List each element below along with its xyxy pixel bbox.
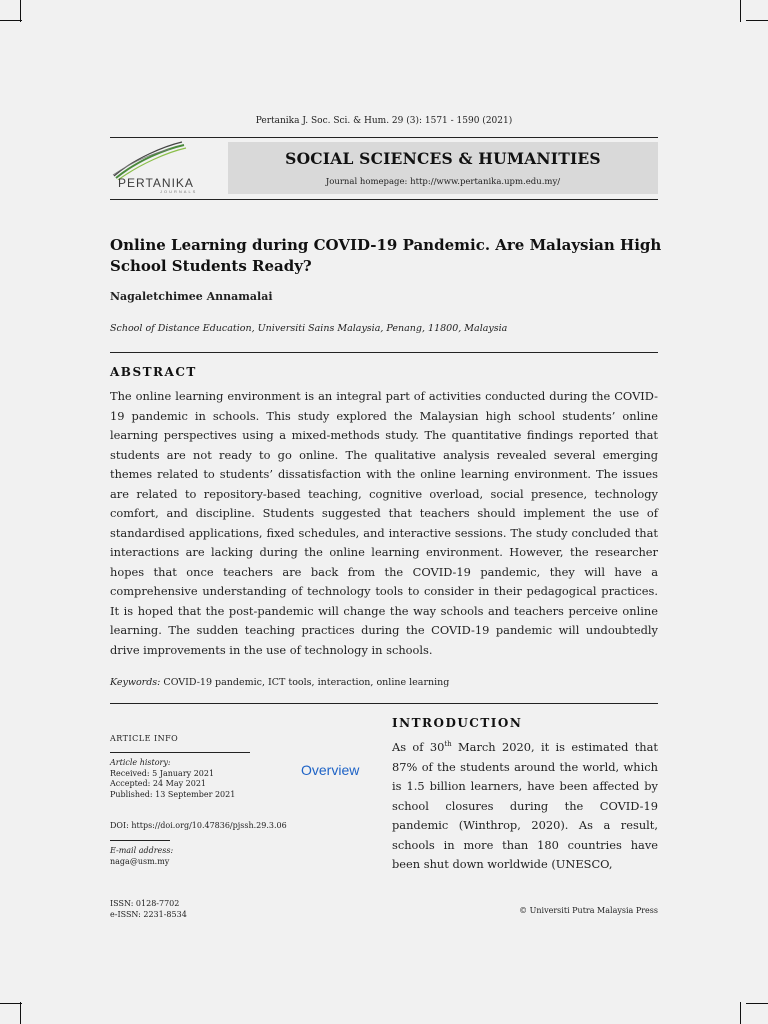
eissn: e-ISSN: 2231-8534: [110, 910, 187, 919]
abstract-text: The online learning environment is an integral part of activities conducted during the COVID-19 pandemic in schools. This study explored the Malaysian high school students’ online learning perspectives using a mixed-methods study. The quantitative findings reported that students are not ready to go online. The qualitative analysis revealed several emerging themes related to students’ dissatisfaction with the online learning environment. The issues are related to repository-based teaching, cognitive overload, social presence, technology comfort, and discipline. Students suggested that teachers should implement the use of standardised applications, fixed schedules, and interactive sessions. The study concluded that interactions are lacking during the online learning environment. However, the researcher hopes that once teachers are back from the COVID-19 pandemic, they will have a comprehensive understanding of technology tools to consider in their pedagogical practices. It is hoped that the post-pandemic will change the way schools and teachers perceive online learning. The sudden teaching practices during the COVID-19 pandemic will undoubtedly drive improvements in the use of technology in schools.: [110, 389, 658, 657]
header-rule: [110, 137, 658, 138]
email-block: [110, 846, 173, 867]
crop-mark: [20, 1002, 21, 1024]
crop-mark: [740, 0, 741, 22]
issn-block: [110, 898, 187, 920]
intro-text-start: As of 30: [392, 740, 445, 754]
journal-homepage[interactable]: Journal homepage: http://www.pertanika.upm.edu.my/: [325, 177, 561, 187]
journal-title: SOCIAL SCIENCES & HUMANITIES: [285, 149, 601, 168]
email-label: E-mail address:: [110, 846, 174, 855]
keywords-text: COVID-19 pandemic, ICT tools, interaction, online learning: [163, 677, 450, 688]
article-history: [110, 758, 235, 800]
issn: ISSN: 0128-7702: [110, 899, 180, 908]
header-bottom-rule: [110, 199, 658, 200]
crop-mark: [746, 1003, 768, 1004]
article-info-rule: [110, 752, 250, 753]
pertanika-logo: [110, 140, 215, 196]
logo-swoosh-icon: [110, 140, 215, 180]
journal-citation: Pertanika J. Soc. Sci. & Hum. 29 (3): 1571 - 1590 (2021): [255, 116, 513, 126]
article-title: Online Learning during COVID-19 Pandemic. Are Malaysian High School Students Ready?: [110, 236, 662, 275]
abstract-heading: ABSTRACT: [110, 365, 197, 379]
author-name: Nagaletchimee Annamalai: [110, 290, 273, 303]
author-affiliation: School of Distance Education, Universiti Sains Malaysia, Penang, 11800, Malaysia: [110, 323, 508, 334]
overview-link[interactable]: Overview: [301, 762, 360, 778]
crop-mark: [740, 1002, 741, 1024]
introduction-heading: INTRODUCTION: [392, 716, 523, 730]
logo-subtitle: JOURNALS: [160, 189, 198, 194]
crop-mark: [746, 20, 768, 21]
keywords-label: Keywords:: [110, 677, 161, 688]
introduction-text: [392, 738, 658, 875]
published-date: Published: 13 September 2021: [110, 789, 236, 799]
keywords: [110, 677, 449, 688]
journal-title-band: [228, 142, 658, 194]
history-label: Article history:: [110, 758, 171, 767]
keywords-rule: [110, 703, 658, 704]
crop-mark: [20, 0, 21, 22]
intro-text-rest: March 2020, it is estimated that 87% of the students around the world, which is 1.5 billion learners, have been affected by school closures during the COVID-19 pandemic (Winthrop, 2020). As a result, schools in more than 180 countries have been shut down worldwide (UNESCO,: [392, 740, 658, 871]
doi-link[interactable]: DOI: https://doi.org/10.47836/pjssh.29.3.06: [110, 821, 287, 830]
abstract-top-rule: [110, 352, 658, 353]
email-address[interactable]: naga@usm.my: [110, 856, 170, 866]
accepted-date: Accepted: 24 May 2021: [110, 779, 207, 788]
press-copyright: © Universiti Putra Malaysia Press: [519, 906, 658, 915]
received-date: Received: 5 January 2021: [110, 768, 215, 778]
intro-superscript: th: [444, 740, 452, 749]
logo-wordmark: PERTANIKA: [118, 176, 194, 190]
crop-mark: [0, 20, 22, 21]
crop-mark: [0, 1003, 22, 1004]
email-rule: [110, 840, 170, 841]
article-info-heading: ARTICLE INFO: [110, 734, 179, 743]
